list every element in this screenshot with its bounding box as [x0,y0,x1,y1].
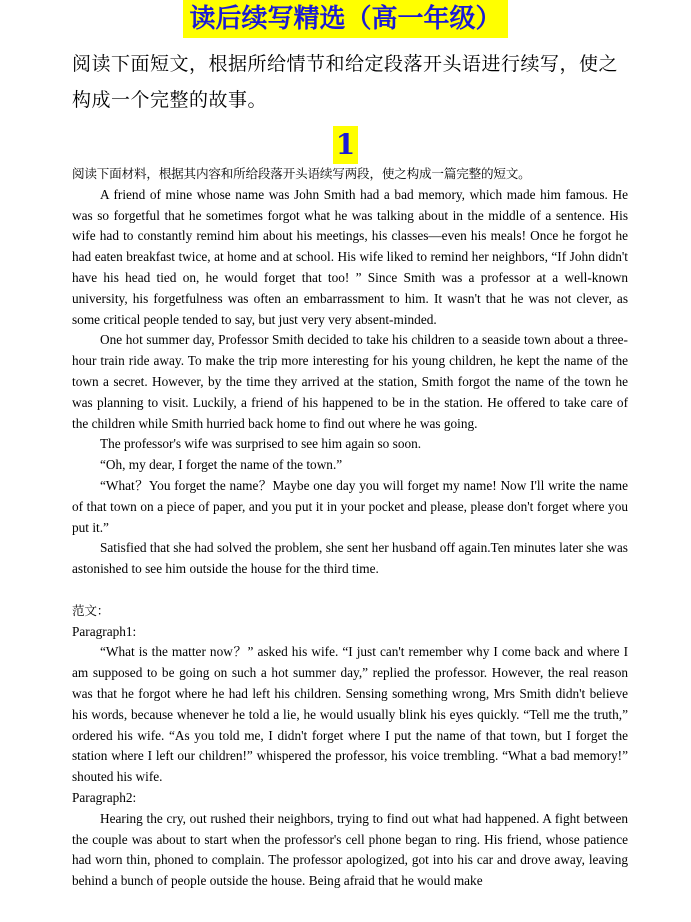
page-title: 读后续写精选（高一年级） [183,0,507,38]
passage-paragraph: The professor's wife was surprised to see him again so soon. [100,436,422,452]
paragraph2-label: Paragraph2: [72,789,137,805]
paragraph2-text: Hearing the cry, out rushed their neighbors, trying to find out what had happened. A fight between the couple was about to start when the professor's cell phone began to ring. His friend, whose patience had worn thin, phoned to complain. The professor apologized, got into his car and drove away, leaving behind a bunch of people outside the house. Being afraid that he would make [72,810,628,889]
passage-paragraph: “What？You forget the name？Maybe one day you will forget my name! Now I'll write the name of that town on a piece of paper, and you put it in your pocket and please, please don't forget where you put it.” [72,477,628,535]
passage-paragraph: A friend of mine whose name was John Smith had a bad memory, which made him famous. He was so forgetful that he sometimes forgot what he was talking about in the middle of a sentence. His wife had to constantly remind him about his meetings, his classes—even his meals! Once he forgot he had eaten breakfast twice, at home and at school. His wife liked to remind her neighbors, “If John didn't have his head tied on, he would forget that too! ” Since Smith was a professor at a well-known university, his forgetfulness was often an embarrassment to him. It wasn't that he was not clever, as some critical people tended to say, but just very very absent-minded. [72,186,628,327]
paragraph1-label: Paragraph1: [72,623,137,639]
passage-paragraph: “Oh, my dear, I forget the name of the town.” [100,457,343,473]
paragraph1-text: “What is the matter now？” asked his wife. “I just can't remember why I come back and where I am supposed to be going on such a hot summer day,” replied the professor. However, the real reason was that he forgot where he had left his children. Sensing something wrong, Mrs Smith didn't believe his words, because whenever he told a lie, he would usually blink his eyes quickly. “Tell me the truth,” ordered his wife. “As you told me, I didn't forget where I put the name of that town, but I forget the station where I left our children!” whispered the professor, his voice trembling. “What a bad memory!” shouted his wife. [72,644,628,785]
spacer [72,580,628,601]
task-instruction: 阅读下面材料，根据其内容和所给段落开头语续写两段，使之构成一篇完整的短文。 [72,166,531,181]
section-number: 1 [333,126,358,164]
passage-paragraph: Satisfied that she had solved the problem, she sent her husband off again.Ten minutes later she was astonished to see him outside the house for the third time. [72,540,628,577]
sample-label: 范文： [72,602,110,618]
document-body [72,164,628,892]
passage-paragraph: One hot summer day, Professor Smith decided to take his children to a seaside town about a three- hour train ride away. To make the trip more interesting for his young children, he kept the name of the town a secret. However, by the time they arrived at the station, Smith forgot the name of the town he was planning to visit. Luckily, a friend of his happened to be in the station. He offered to take care of the children while Smith hurried back home to find out where he was going. [72,332,628,431]
intro-text: 阅读下面短文，根据所给情节和给定段落开头语进行续写，使之构成一个完整的故事。 [72,53,619,111]
section-number-container [0,126,691,164]
title-container [0,0,691,38]
